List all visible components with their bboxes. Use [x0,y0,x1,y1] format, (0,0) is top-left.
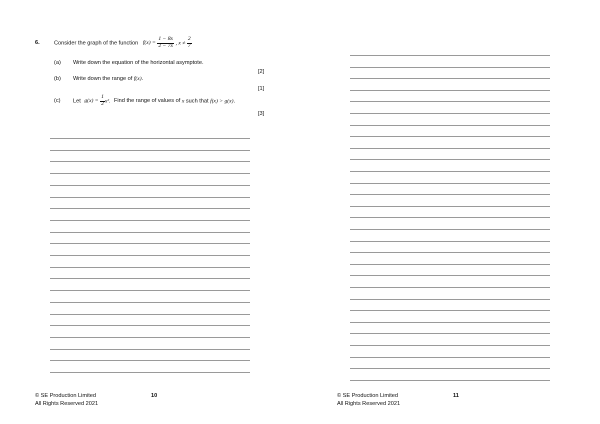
domain-numerator: 2 [187,36,191,42]
answer-line[interactable] [50,290,250,291]
answer-line[interactable] [50,208,250,209]
answer-line[interactable] [350,206,550,207]
answer-line[interactable] [350,78,550,79]
question-number: 6. [35,40,40,46]
part-c-mid: Find the range of values of [114,98,181,105]
answer-line[interactable] [350,148,550,149]
domain-denominator: 7 [187,42,191,49]
answer-line[interactable] [350,125,550,126]
answer-line[interactable] [350,368,550,369]
answer-line[interactable] [50,138,250,139]
answer-line[interactable] [350,299,550,300]
part-b-marks: [1] [258,86,265,92]
part-c-var: x [181,98,185,105]
answer-line[interactable] [50,255,250,256]
part-a-label: (a) [54,60,61,66]
answer-line[interactable] [350,333,550,334]
g-numerator: 1 [101,94,104,100]
function-denominator: 2 − 7x [158,42,173,49]
part-b-math: f(x) [133,76,142,82]
answer-line[interactable] [350,171,550,172]
answer-line[interactable] [350,241,550,242]
footer-copyright: © SE Production Limited [337,393,399,399]
answer-line[interactable] [350,345,550,346]
answer-line[interactable] [50,349,250,350]
answer-line[interactable] [350,275,550,276]
part-b-label: (b) [54,76,61,82]
footer-copyright: © SE Production Limited [35,393,97,399]
answer-line[interactable] [50,302,250,303]
answer-line[interactable] [350,264,550,265]
answer-line[interactable] [350,183,550,184]
answer-line[interactable] [350,67,550,68]
part-c-suffix: . [233,98,236,105]
part-c-prefix: Let [73,98,81,105]
answer-line[interactable] [350,357,550,358]
answer-line[interactable] [50,220,250,221]
answer-line[interactable] [50,173,250,174]
answer-line[interactable] [350,136,550,137]
part-c-inequality: f(x) > g(x) [210,98,234,105]
part-b-suffix: . [141,76,144,82]
part-a-marks: [2] [258,69,265,75]
footer-rights: All Rights Reserved 2021 [337,401,401,407]
answer-line[interactable] [350,229,550,230]
answer-line[interactable] [50,197,250,198]
answer-line[interactable] [350,90,550,91]
answer-line[interactable] [350,113,550,114]
answer-line[interactable] [350,217,550,218]
answer-line[interactable] [50,232,250,233]
page-number: 10 [151,393,158,399]
answer-line[interactable] [50,278,250,279]
answer-line[interactable] [350,55,550,56]
part-c-mid2: such that [185,98,209,105]
answer-line[interactable] [350,101,550,102]
answer-line[interactable] [350,252,550,253]
answer-line[interactable] [350,159,550,160]
page-number: 11 [453,393,459,399]
answer-line[interactable] [50,372,250,373]
answer-line[interactable] [350,380,550,381]
answer-line[interactable] [50,314,250,315]
right-page [300,0,600,424]
part-c-label: (c) [54,98,61,104]
function-lhs: f(x) = [142,40,156,47]
domain-condition: , x ≠ [175,40,186,47]
answer-line[interactable] [50,150,250,151]
answer-line[interactable] [350,194,550,195]
g-lhs: g(x) = [84,98,99,105]
answer-line[interactable] [350,310,550,311]
answer-line[interactable] [50,267,250,268]
answer-line[interactable] [50,161,250,162]
answer-lines-right[interactable] [350,0,550,424]
part-b-prefix: Write down the range of [73,76,133,82]
answer-line[interactable] [50,243,250,244]
answer-line[interactable] [50,185,250,186]
function-numerator: 1 − 8x [158,36,173,42]
g-tail: x². [104,98,111,105]
stem-prefix: Consider the graph of the function [54,40,139,47]
answer-line[interactable] [50,325,250,326]
part-c-marks: [3] [258,111,265,117]
g-denominator: 2 [101,100,104,107]
answer-line[interactable] [350,322,550,323]
answer-line[interactable] [350,287,550,288]
answer-line[interactable] [50,360,250,361]
footer-rights: All Rights Reserved 2021 [35,401,99,407]
answer-line[interactable] [50,337,250,338]
part-a-text: Write down the equation of the horizontal asymptote. [73,60,204,66]
answer-lines-left[interactable] [50,0,250,424]
